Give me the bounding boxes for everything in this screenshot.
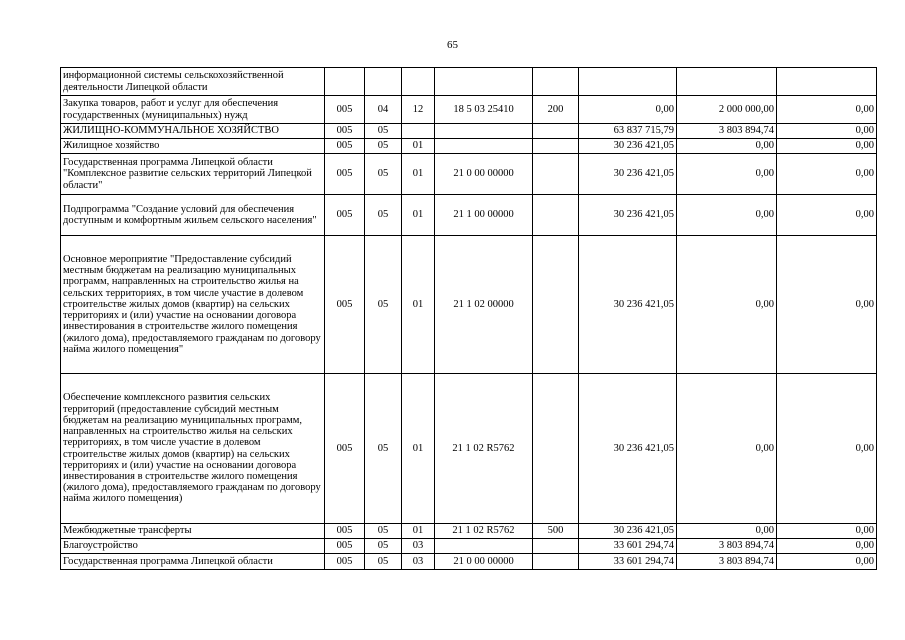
- amount-3: 0,00: [777, 139, 877, 154]
- expense-type-code: [533, 554, 579, 570]
- row-description: информационной системы сельскохозяйственной деятельности Липецкой области: [61, 68, 325, 96]
- ministry-code: 005: [325, 124, 365, 139]
- amount-3: [777, 68, 877, 96]
- row-description: Межбюджетные трансферты: [61, 524, 325, 539]
- target-article-code: 21 1 02 R5762: [435, 524, 533, 539]
- section-code: 05: [365, 195, 402, 236]
- amount-2: 0,00: [677, 374, 777, 524]
- amount-1: 33 601 294,74: [579, 539, 677, 554]
- subsection-code: 03: [402, 539, 435, 554]
- table-row: [61, 539, 877, 554]
- row-description: Обеспечение комплексного развития сельских территорий (предоставление субсидий местным бюджетам на реализацию муниципальных программ, направленных на строительство жилья на сельских территориях, в том числе участие в долевом строительстве жилых домов (квартир) на сельских территориях и (или) участие на основании договора инвестирования в строительстве жилого помещения (жилого дома), предоставляемого гражданам по договору найма жилого помещения): [61, 374, 325, 524]
- ministry-code: 005: [325, 554, 365, 570]
- target-article-code: 21 1 02 R5762: [435, 374, 533, 524]
- ministry-code: 005: [325, 236, 365, 374]
- target-article-code: [435, 124, 533, 139]
- row-description: Подпрограмма "Создание условий для обеспечения доступным и комфортным жильем сельского населения": [61, 195, 325, 236]
- amount-3: 0,00: [777, 124, 877, 139]
- ministry-code: [325, 68, 365, 96]
- subsection-code: 01: [402, 374, 435, 524]
- subsection-code: [402, 68, 435, 96]
- section-code: 04: [365, 96, 402, 124]
- subsection-code: 12: [402, 96, 435, 124]
- subsection-code: 01: [402, 139, 435, 154]
- page-number: 65: [447, 39, 458, 51]
- row-description: ЖИЛИЩНО-КОММУНАЛЬНОЕ ХОЗЯЙСТВО: [61, 124, 325, 139]
- section-code: 05: [365, 236, 402, 374]
- expense-type-code: 200: [533, 96, 579, 124]
- target-article-code: 21 0 00 00000: [435, 154, 533, 195]
- row-description: Государственная программа Липецкой области: [61, 554, 325, 570]
- row-description: Благоустройство: [61, 539, 325, 554]
- section-code: 05: [365, 539, 402, 554]
- target-article-code: 21 1 02 00000: [435, 236, 533, 374]
- budget-table: [60, 67, 877, 570]
- section-code: 05: [365, 374, 402, 524]
- amount-2: 3 803 894,74: [677, 539, 777, 554]
- table-row: [61, 236, 877, 374]
- subsection-code: 01: [402, 154, 435, 195]
- amount-3: 0,00: [777, 154, 877, 195]
- ministry-code: 005: [325, 539, 365, 554]
- ministry-code: 005: [325, 195, 365, 236]
- table-row: [61, 139, 877, 154]
- target-article-code: 21 1 00 00000: [435, 195, 533, 236]
- target-article-code: 18 5 03 25410: [435, 96, 533, 124]
- table-row: [61, 68, 877, 96]
- amount-3: 0,00: [777, 554, 877, 570]
- expense-type-code: 500: [533, 524, 579, 539]
- ministry-code: 005: [325, 96, 365, 124]
- amount-1: [579, 68, 677, 96]
- subsection-code: 01: [402, 524, 435, 539]
- table-row: [61, 554, 877, 570]
- expense-type-code: [533, 154, 579, 195]
- amount-1: 30 236 421,05: [579, 154, 677, 195]
- expense-type-code: [533, 124, 579, 139]
- table-row: [61, 154, 877, 195]
- subsection-code: 03: [402, 554, 435, 570]
- row-description: Жилищное хозяйство: [61, 139, 325, 154]
- amount-1: 63 837 715,79: [579, 124, 677, 139]
- table-body: [61, 68, 877, 570]
- amount-3: 0,00: [777, 539, 877, 554]
- ministry-code: 005: [325, 524, 365, 539]
- amount-1: 30 236 421,05: [579, 524, 677, 539]
- section-code: 05: [365, 124, 402, 139]
- expense-type-code: [533, 68, 579, 96]
- amount-2: [677, 68, 777, 96]
- amount-2: 0,00: [677, 195, 777, 236]
- row-description: Основное мероприятие "Предоставление субсидий местным бюджетам на реализацию муниципальных программ, направленных на строительство жилья на сельских территориях, в том числе участие в долевом строительстве жилых домов (квартир) на сельских территориях и (или) участие на основании договора инвестирования в строительстве жилого помещения (жилого дома), предоставляемого гражданам по договору найма жилого помещения": [61, 236, 325, 374]
- expense-type-code: [533, 539, 579, 554]
- table-row: [61, 374, 877, 524]
- amount-1: 30 236 421,05: [579, 374, 677, 524]
- section-code: [365, 68, 402, 96]
- amount-1: 33 601 294,74: [579, 554, 677, 570]
- amount-2: 0,00: [677, 236, 777, 374]
- amount-2: 0,00: [677, 139, 777, 154]
- row-description: Закупка товаров, работ и услуг для обеспечения государственных (муниципальных) нужд: [61, 96, 325, 124]
- expense-type-code: [533, 236, 579, 374]
- subsection-code: 01: [402, 236, 435, 374]
- amount-1: 0,00: [579, 96, 677, 124]
- table-row: [61, 524, 877, 539]
- target-article-code: [435, 539, 533, 554]
- table-row: [61, 124, 877, 139]
- table-row: [61, 96, 877, 124]
- amount-2: 2 000 000,00: [677, 96, 777, 124]
- amount-2: 3 803 894,74: [677, 124, 777, 139]
- amount-3: 0,00: [777, 524, 877, 539]
- section-code: 05: [365, 139, 402, 154]
- amount-2: 0,00: [677, 154, 777, 195]
- amount-3: 0,00: [777, 195, 877, 236]
- expense-type-code: [533, 139, 579, 154]
- target-article-code: [435, 68, 533, 96]
- target-article-code: 21 0 00 00000: [435, 554, 533, 570]
- amount-1: 30 236 421,05: [579, 139, 677, 154]
- expense-type-code: [533, 374, 579, 524]
- amount-1: 30 236 421,05: [579, 195, 677, 236]
- target-article-code: [435, 139, 533, 154]
- table-row: [61, 195, 877, 236]
- row-description: Государственная программа Липецкой области "Комплексное развитие сельских территорий Липецкой области": [61, 154, 325, 195]
- section-code: 05: [365, 524, 402, 539]
- ministry-code: 005: [325, 139, 365, 154]
- amount-1: 30 236 421,05: [579, 236, 677, 374]
- expense-type-code: [533, 195, 579, 236]
- amount-2: 3 803 894,74: [677, 554, 777, 570]
- ministry-code: 005: [325, 154, 365, 195]
- section-code: 05: [365, 154, 402, 195]
- amount-3: 0,00: [777, 374, 877, 524]
- amount-3: 0,00: [777, 96, 877, 124]
- amount-3: 0,00: [777, 236, 877, 374]
- ministry-code: 005: [325, 374, 365, 524]
- amount-2: 0,00: [677, 524, 777, 539]
- subsection-code: 01: [402, 195, 435, 236]
- section-code: 05: [365, 554, 402, 570]
- subsection-code: [402, 124, 435, 139]
